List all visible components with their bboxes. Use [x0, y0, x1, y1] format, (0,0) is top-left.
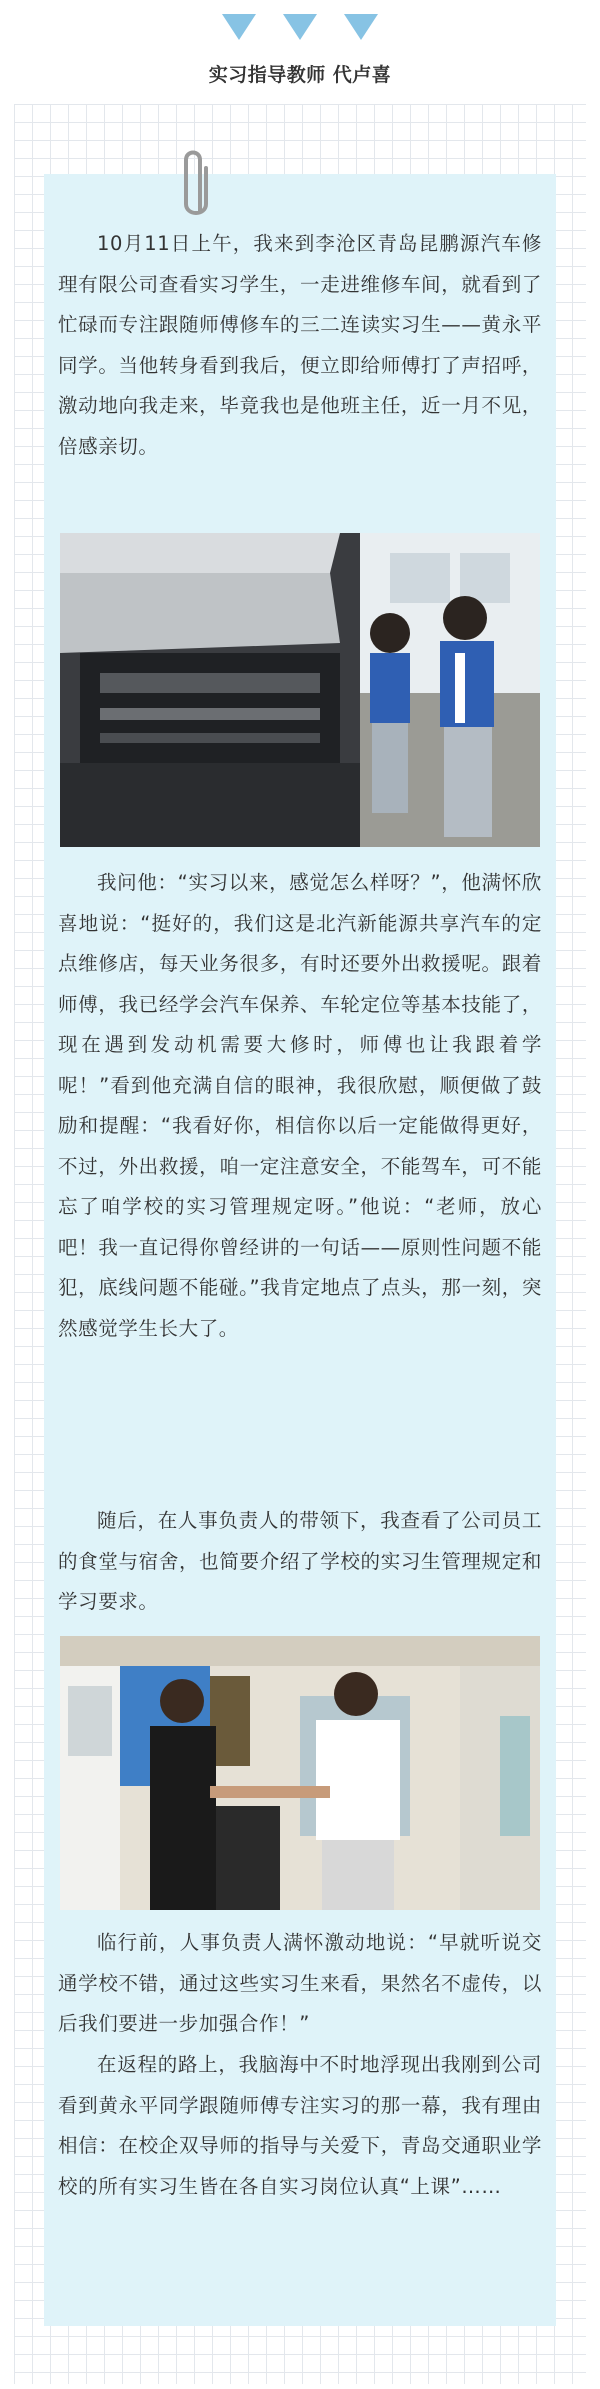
page-title: 实习指导教师 代卢喜: [208, 64, 392, 86]
photo-handshake: [60, 1636, 540, 1910]
paragraph-reflection: 在返程的路上，我脑海中不时地浮现出我刚到公司看到黄永平同学跟随师傅专注实习的那一幕，我有理由相信：在校企双导师的指导与关爱下，青岛交通职业学校的所有实习生皆在各自实习岗位认真“上课”……: [58, 2053, 542, 2198]
paperclip-icon: [170, 142, 218, 222]
chevron-down-icon: [222, 14, 256, 40]
paragraph-farewell: 临行前，人事负责人满怀激动地说：“早就听说交通学校不错，通过这些实习生来看，果然名不虚传，以后我们要进一步加强合作！”: [58, 1931, 542, 2035]
photo-repair-workshop: [60, 533, 540, 847]
paragraph-intro: 10月11日上午，我来到李沧区青岛昆鹏源汽车修理有限公司查看实习学生，一走进维修车间，就看到了忙碌而专注跟随师傅修车的三二连读实习生——黄永平同学。当他转身看到我后，便立即给师傅打了声招呼，激动地向我走来，毕竟我也是他班主任，近一月不见，倍感亲切。: [58, 232, 542, 458]
chevron-down-icon: [344, 14, 378, 40]
header: [0, 0, 600, 100]
paragraph-conversation: 我问他：“实习以来，感觉怎么样呀？”，他满怀欣喜地说：“挺好的，我们这是北汽新能源共享汽车的定点维修店，每天业务很多，有时还要外出救援呢。跟着师傅，我已经学会汽车保养、车轮定位等基本技能了，现在遇到发动机需要大修时，师傅也让我跟着学呢！”看到他充满自信的眼神，我很欣慰，顺便做了鼓励和提醒：“我看好你，相信你以后一定能做得更好，不过，外出救援，咱一定注意安全，不能驾车，可不能忘了咱学校的实习管理规定呀。”他说：“老师，放心吧！我一直记得你曾经讲的一句话——原则性问题不能犯，底线问题不能碰。”我肯定地点了点头，那一刻，突然感觉学生长大了。: [58, 871, 542, 1340]
paragraph-tour: 随后，在人事负责人的带领下，我查看了公司员工的食堂与宿舍，也简要介绍了学校的实习生管理规定和学习要求。: [58, 1509, 542, 1613]
chevron-down-icon: [283, 14, 317, 40]
